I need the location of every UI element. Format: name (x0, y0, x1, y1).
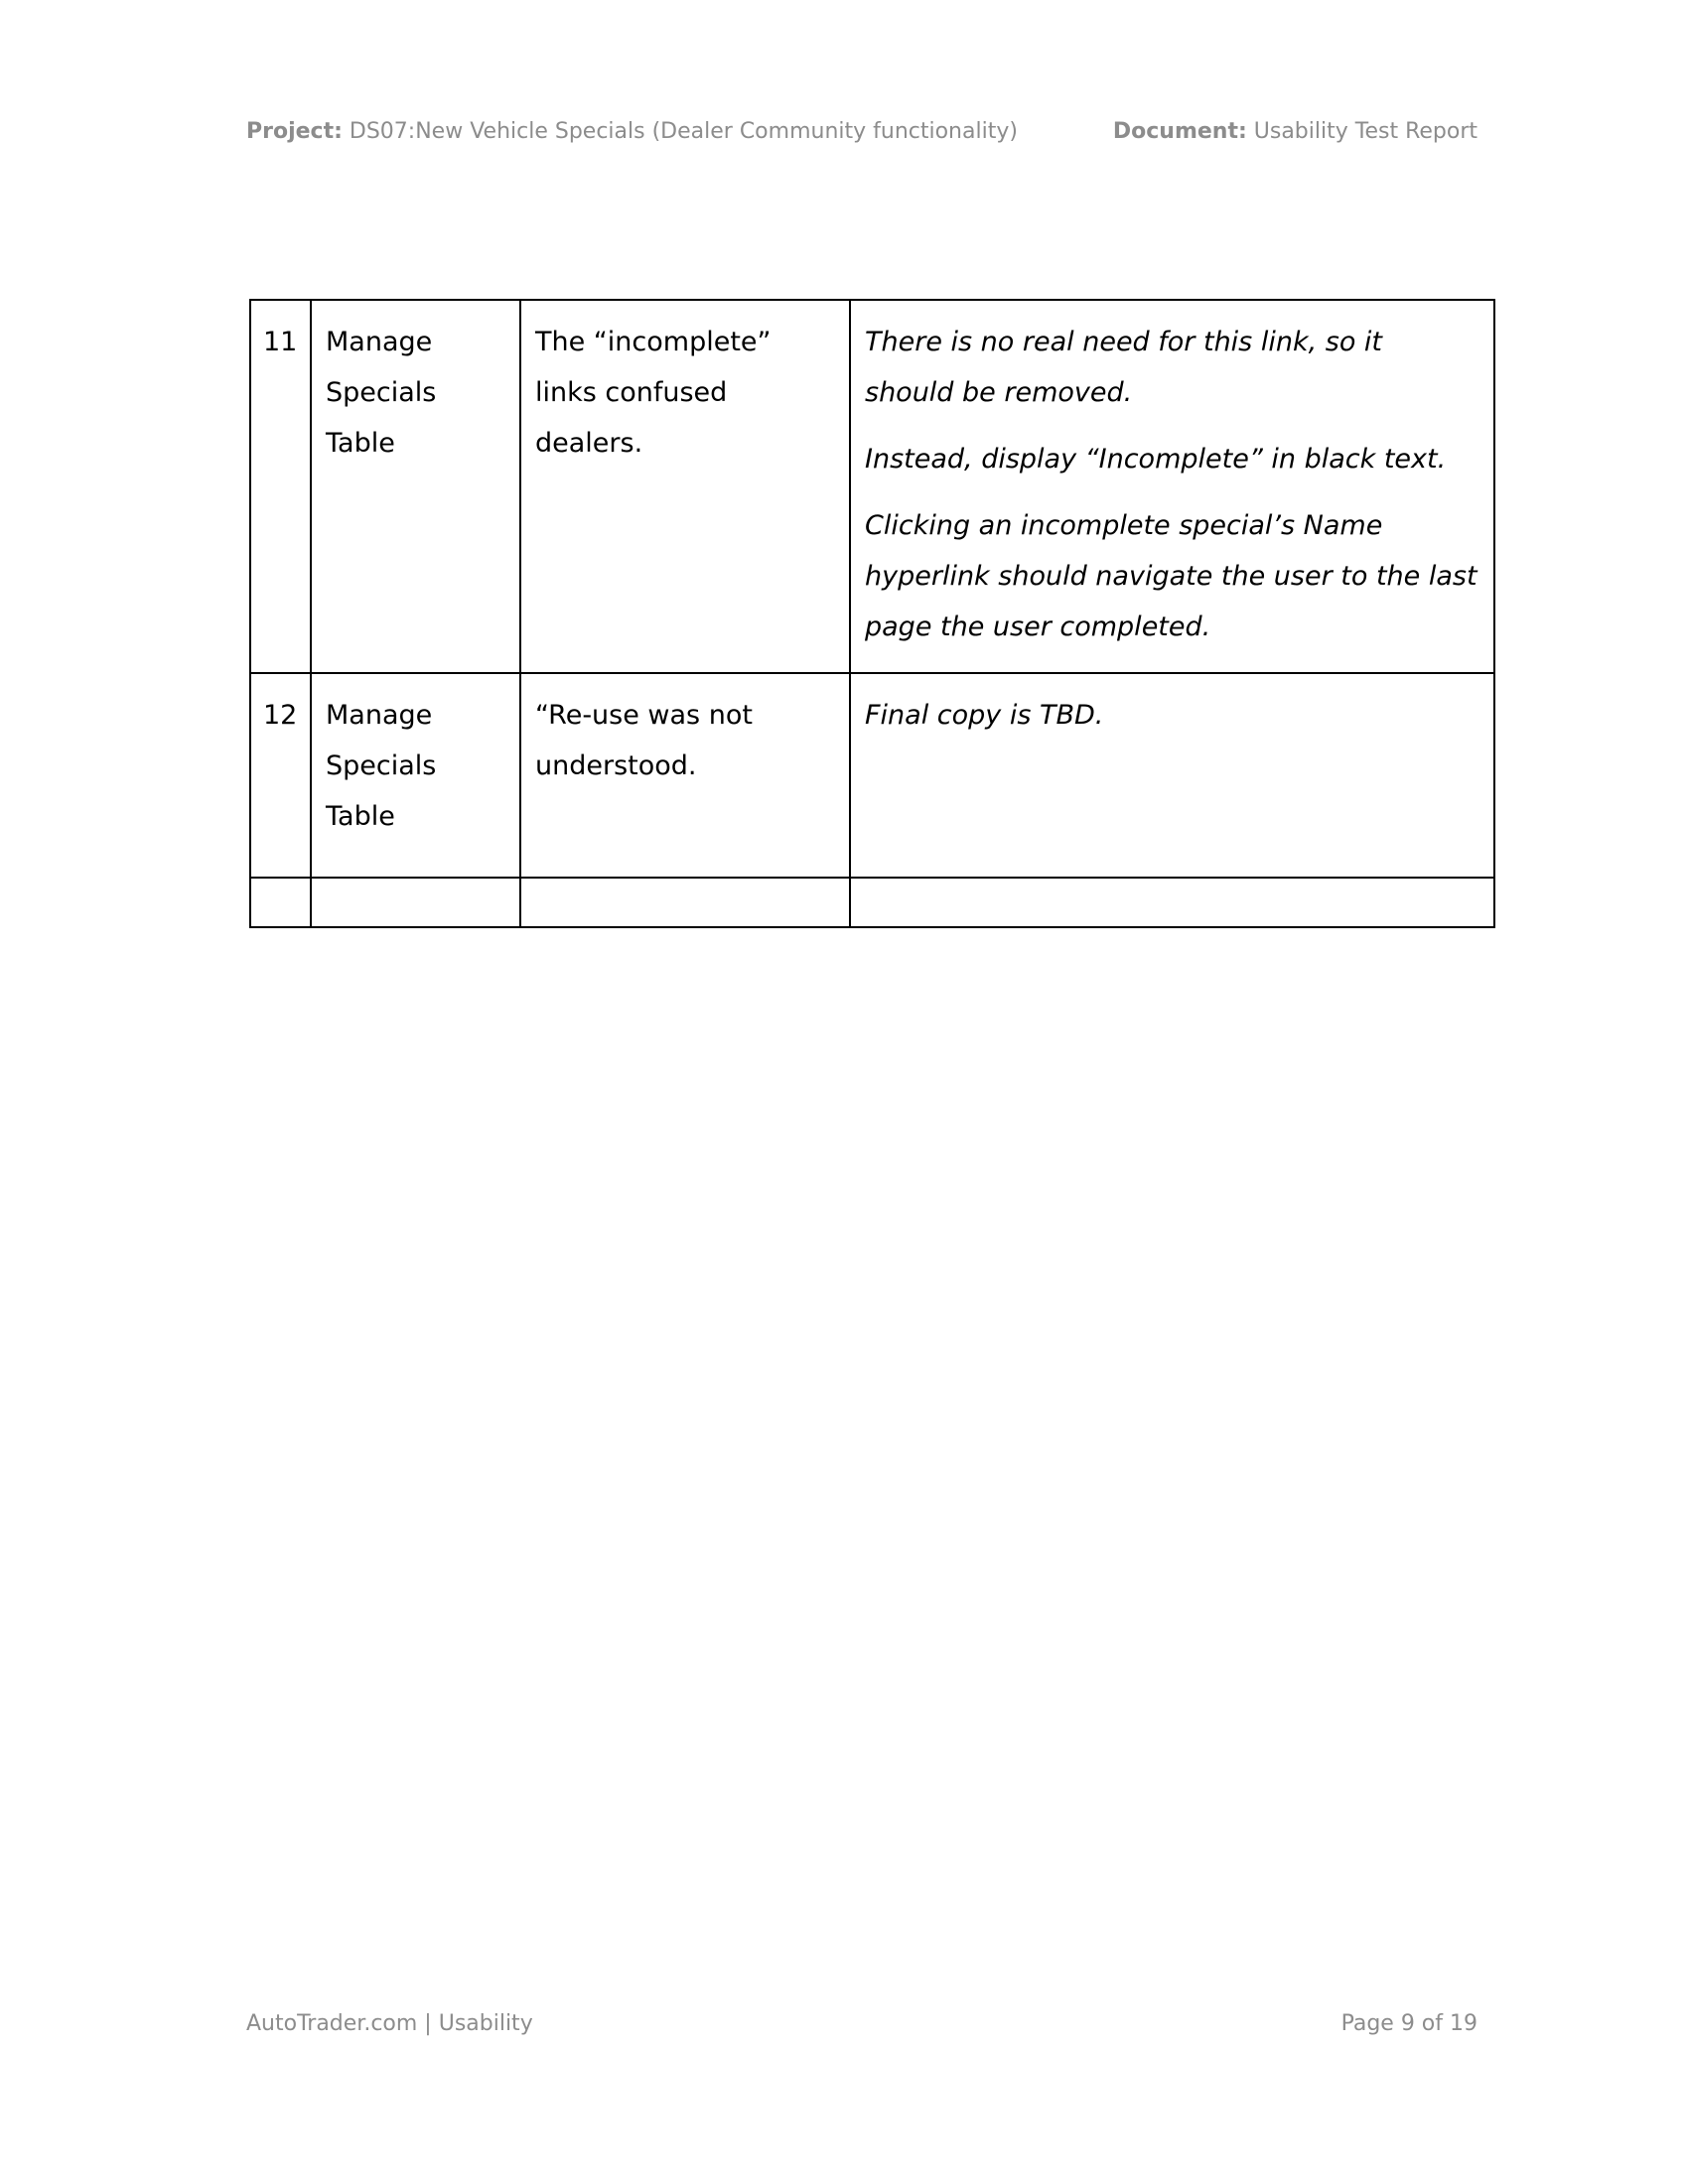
issue-number-cell: 12 (250, 673, 311, 878)
footer-company: AutoTrader.com | Usability (246, 2011, 533, 2036)
area-cell (311, 673, 520, 878)
issue-number-cell: 11 (250, 300, 311, 673)
project-label: Project: (246, 119, 343, 144)
recommendation-paragraph: Clicking an incomplete special’s Name hyperlink should navigate the user to the last page the user completed. (865, 510, 1477, 642)
area-line: Specials (326, 377, 437, 408)
recommendation-cell (850, 300, 1494, 673)
page-header (246, 119, 1477, 151)
empty-table-row (250, 878, 1494, 927)
area-line: Manage (326, 700, 433, 731)
page-footer (246, 2011, 1477, 2043)
recommendation-paragraph: Final copy is TBD. (865, 700, 1104, 731)
area-line: Manage (326, 327, 433, 357)
recommendation-cell (850, 673, 1494, 878)
empty-cell (311, 878, 520, 927)
document-label: Document: (1112, 119, 1247, 144)
area-cell (311, 300, 520, 673)
table-row (250, 673, 1494, 878)
table-row (250, 300, 1494, 673)
area-line: Table (326, 801, 395, 832)
issues-table (249, 299, 1495, 928)
recommendation-paragraph: Instead, display “Incomplete” in black text. (865, 444, 1447, 475)
issue-cell: “Re-use was not understood. (520, 673, 850, 878)
area-line: Table (326, 428, 395, 459)
area-line: Specials (326, 751, 437, 781)
document-info (1113, 119, 1477, 144)
page-number: Page 9 of 19 (1340, 2011, 1477, 2036)
document-value: Usability Test Report (1253, 119, 1477, 144)
empty-cell (850, 878, 1494, 927)
empty-cell (520, 878, 850, 927)
issue-cell: The “incomplete” links confused dealers. (520, 300, 850, 673)
empty-cell (250, 878, 311, 927)
recommendation-paragraph: There is no real need for this link, so it should be removed. (865, 327, 1383, 408)
project-info (246, 119, 1018, 144)
project-value: DS07:New Vehicle Specials (Dealer Community functionality) (349, 119, 1018, 144)
